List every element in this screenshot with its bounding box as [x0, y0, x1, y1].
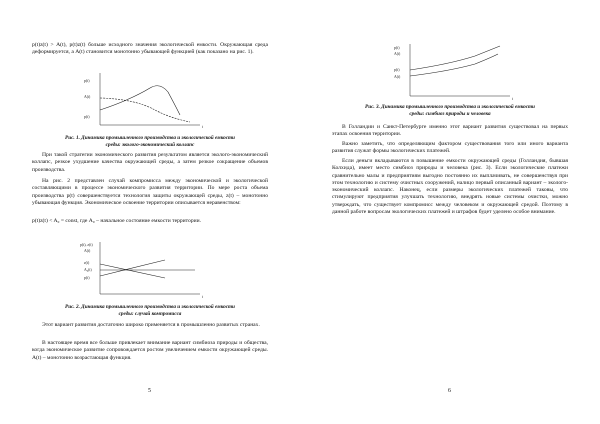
intro-paragraph: p(t)z(t) > A(t), p(t)z(t) больше исходного значения экологической емкости. Окружающая среда деформируется, а A(t) становится монотонно убывающей функцией (как показано на рис. 1). — [32, 42, 268, 56]
page-right — [300, 0, 600, 424]
fig2-y-label-1: p(t), z(t) — [80, 243, 93, 247]
fig1-y-label-2: A(t) — [84, 95, 91, 99]
fig2-x-label: t — [202, 295, 204, 299]
fig1-x-label: t — [202, 125, 204, 129]
fig2-y-label-5: p(t) — [84, 276, 90, 280]
fig3-y-label-3: p(t) — [394, 68, 400, 72]
figure-1-caption: Рис. 1. Динамика промышленного производства и экологической емкости среды: эколого-экономический коллапс — [65, 135, 235, 148]
figure-2-compromise-graph — [80, 238, 210, 300]
fig3-y-label-1: p(t) — [394, 46, 400, 50]
figure-1-collapse-graph — [80, 70, 210, 130]
compromise-formula: p(t)z(t) < A₀ = const, где A₀ – начальное состояние емкости территории. — [32, 218, 202, 224]
fig2-y-label-2: A(t) — [84, 249, 91, 253]
figure-2-caption: Рис. 2. Динамика промышленного производства и экологической емкости среды: случай компромисса — [65, 304, 235, 317]
fig3-production-curve — [410, 54, 498, 76]
fig1-capacity-curve — [100, 98, 190, 122]
fig1-y-label-1: p(t) — [84, 79, 90, 83]
collapse-paragraph: При такой стратегии экономического развития результатом является эколого-экономический коллапс, резкое ухудшение качества окружающей среды, а затем резкое сокращение объемов производства. — [32, 152, 268, 173]
holland-paragraph: В Голландии и Санкт-Петербурге именно этот вариант развития существовал на первых этапах освоения территории. — [332, 124, 568, 138]
fig2-production-line — [100, 260, 165, 276]
variants-paragraph: Если деньги вкладываются в повышение емкости окружающей среды (Голландия, бывшая Колхида), имеет место симбиоз природы и человека (рис. 3). Если экологические платежи сравнительно малы и предприятиям выгодно постоянно их выплачивать, не совершенствуя при этом технологию и систему очистных сооружений, налицо первый описанный вариант – эколого-экономический коллапс. Наконец, если размеры экологических платежей таковы, что стимулируют предприятия улучшать технологию, внедрять новые системы очистки, можно утверждать, что существует компромисс между человеком и окружающей средой. Поэтому в данной работе вопросам экологических платежей и штрафов будет уделено особое внимание. — [332, 158, 568, 216]
fig3-x-label: t — [512, 97, 514, 101]
fig1-y-label-3: p(t) — [84, 115, 90, 119]
fig1-production-curve — [100, 86, 180, 115]
fig3-y-label-4: A(t) — [394, 75, 401, 79]
developed-countries-paragraph: Этот вариант развития достаточно широко применяется в промышленно развитых странах. — [42, 322, 260, 328]
page-number-left: 5 — [148, 388, 151, 394]
symbiosis-paragraph: В настоящее время все больше привлекает внимание вариант симбиоза природы и общества, когда экономическое развитие сопровождается ростом увеличением емкости окружающей среды. A(t) – монотонно возрастающая функция. — [32, 340, 268, 361]
fig2-y-label-4: A₀(t) — [84, 268, 92, 272]
figure-3-symbiosis-graph — [390, 40, 520, 102]
fig3-y-label-2: A(t) — [394, 52, 401, 56]
fig2-z-line — [100, 264, 165, 278]
fig3-capacity-curve — [410, 46, 500, 70]
figure-3-caption: Рис. 3. Динамика промышленного производства и экологической емкости среды: симбиоз природы и человека — [365, 104, 535, 117]
fig2-y-label-3: z(t) — [84, 261, 90, 265]
payments-paragraph: Важно заметить, что определяющим фактором существования того или иного варианта развития служат формы экологических платежей. — [332, 141, 568, 155]
page-number-right: 6 — [448, 388, 451, 394]
compromise-paragraph: На рис. 2 представлен случай компромисса между экономической и экологической составляющими в процессе экономического развития территории. По мере роста объема производства p(t) совершенствуется технология защиты окружающей среды, z(t) – монотонно убывающая функция. Экономическое освоение территории описывается неравенством: — [32, 178, 268, 206]
